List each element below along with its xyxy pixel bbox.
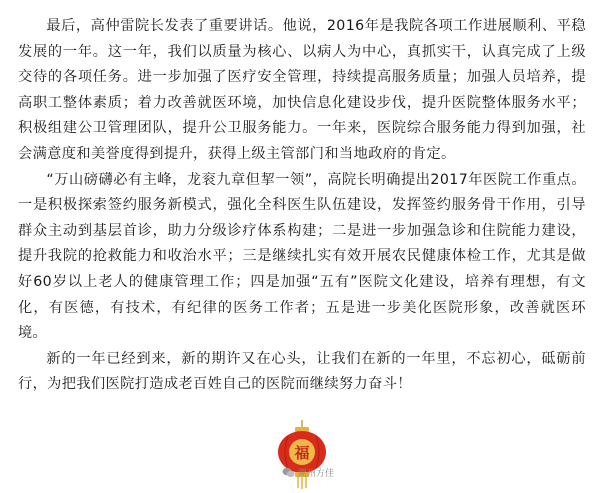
source-watermark bbox=[282, 466, 334, 481]
paragraph-closing: 新的一年已经到来，新的期许又在心头，让我们在新的一年里，不忘初心，砥砺前行，为把我们医院打造成老百姓自己的医院而继续努力奋斗！ bbox=[18, 350, 586, 393]
wechat-icon bbox=[282, 467, 295, 481]
article-body bbox=[18, 14, 586, 398]
paragraph-speech: 最后，高仲雷院长发表了重要讲话。他说，2016年是我院各项工作进展顺利、平稳发展的一年。这一年，我们以质量为核心、以病人为中心，真抓实干，认真完成了上级交待的各项任务。进一步加强了医疗安全管理，持续提高服务质量；加强人员培养，提高职工整体素质；着力改善就医环境，加快信息化建设步伐，提升医院整体服务水平；积极组建公卫管理团队，提升公卫服务能力。一年来，医院综合服务能力得到加强，社会满意度和美誉度得到提升，获得上级主管部门和当地政府的肯定。 bbox=[18, 18, 586, 162]
watermark-text: 潮州方佳 bbox=[297, 469, 334, 479]
paragraph-priorities: “万山磅礴必有主峰，龙衮九章但挈一领”，高院长明确提出2017年医院工作重点。一是积极探索签约服务新模式，强化全科医生队伍建设，发挥签约服务骨干作用，引导群众主动到基层首诊，助力分级诊疗体系构建；二是进一步加强急诊和住院能力建设，提升我院的抢救能力和收治水平；三是继续扎实有效开展农民健康体检工作，尤其是做好60岁以上老人的健康管理工作；四是加强“五有”医院文化建设，培养有理想，有文化，有医德，有技术，有纪律的医务工作者；五是进一步美化医院形象，改善就医环境。 bbox=[18, 171, 586, 342]
lantern-character: 福 bbox=[294, 444, 310, 462]
